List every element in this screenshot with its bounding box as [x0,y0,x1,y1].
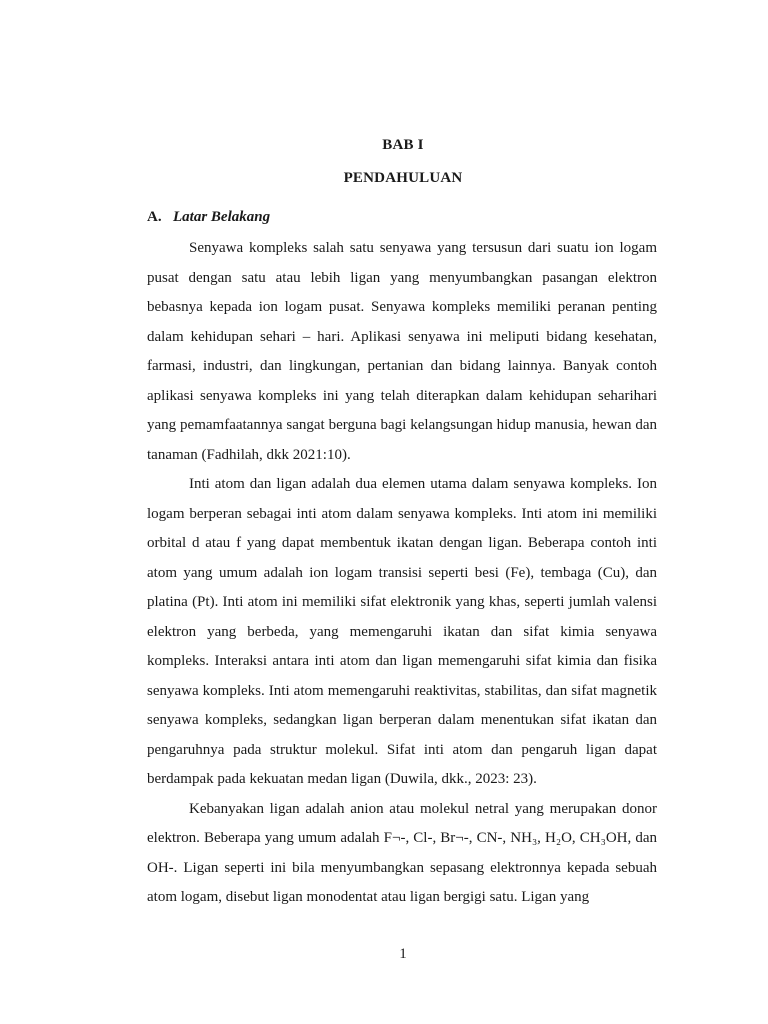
page-number: 1 [399,946,407,962]
paragraph: Inti atom dan ligan adalah dua elemen utama dalam senyawa kompleks. Ion logam berperan sebagai inti atom dalam senyawa kompleks. Inti atom ini memiliki orbital d atau f yang dapat membentuk ikatan dengan ligan. Beberapa contoh inti atom yang umum adalah ion logam transisi seperti besi (Fe), tembaga (Cu), dan platina (Pt). Inti atom ini memiliki sifat elektronik yang khas, seperti jumlah valensi elektron yang berbeda, yang memengaruhi ikatan dan sifat kimia senyawa kompleks. Interaksi antara inti atom dan ligan memengaruhi sifat kimia dan fisika senyawa kompleks. Inti atom memengaruhi reaktivitas, stabilitas, dan sifat magnetik senyawa kompleks, sedangkan ligan berperan dalam menentukan sifat ikatan dan pengaruhnya pada struktur molekul. Sifat inti atom dan pengaruh ligan dapat berdampak pada kekuatan medan ligan (Duwila, dkk., 2023: 23). [147,476,657,787]
section-title: Latar Belakang [173,209,271,225]
body-text [147,234,657,913]
section-heading [147,209,270,226]
section-letter: A. [147,209,162,225]
paragraph: Kebanyakan ligan adalah anion atau molekul netral yang merupakan donor elektron. Beberapa yang umum adalah F¬-, Cl-, Br¬-, CN-, NH₃, H₂O, CH₃OH, dan OH-. Ligan seperti ini bila menyumbangkan sepasang elektronnya kepada sebuah atom logam, disebut ligan monodentat atau ligan bergigi satu. Ligan yang [147,800,657,905]
chapter-title: PENDAHULUAN [343,170,463,186]
chapter-number: BAB I [382,137,424,153]
paragraph: Senyawa kompleks salah satu senyawa yang tersusun dari suatu ion logam pusat dengan satu atau lebih ligan yang menyumbangkan pasangan elektron bebasnya kepada ion logam pusat. Senyawa kompleks memiliki peranan penting dalam kehidupan sehari – hari. Aplikasi senyawa ini meliputi bidang kesehatan, farmasi, industri, dan lingkungan, pertanian dan bidang lainnya. Banyak contoh aplikasi senyawa kompleks ini yang telah diterapkan dalam kehidupan seharihari yang pemamfaatannya sangat berguna bagi kelangsungan hidup manusia, hewan dan tanaman (Fadhilah, dkk 2021:10). [147,240,657,463]
